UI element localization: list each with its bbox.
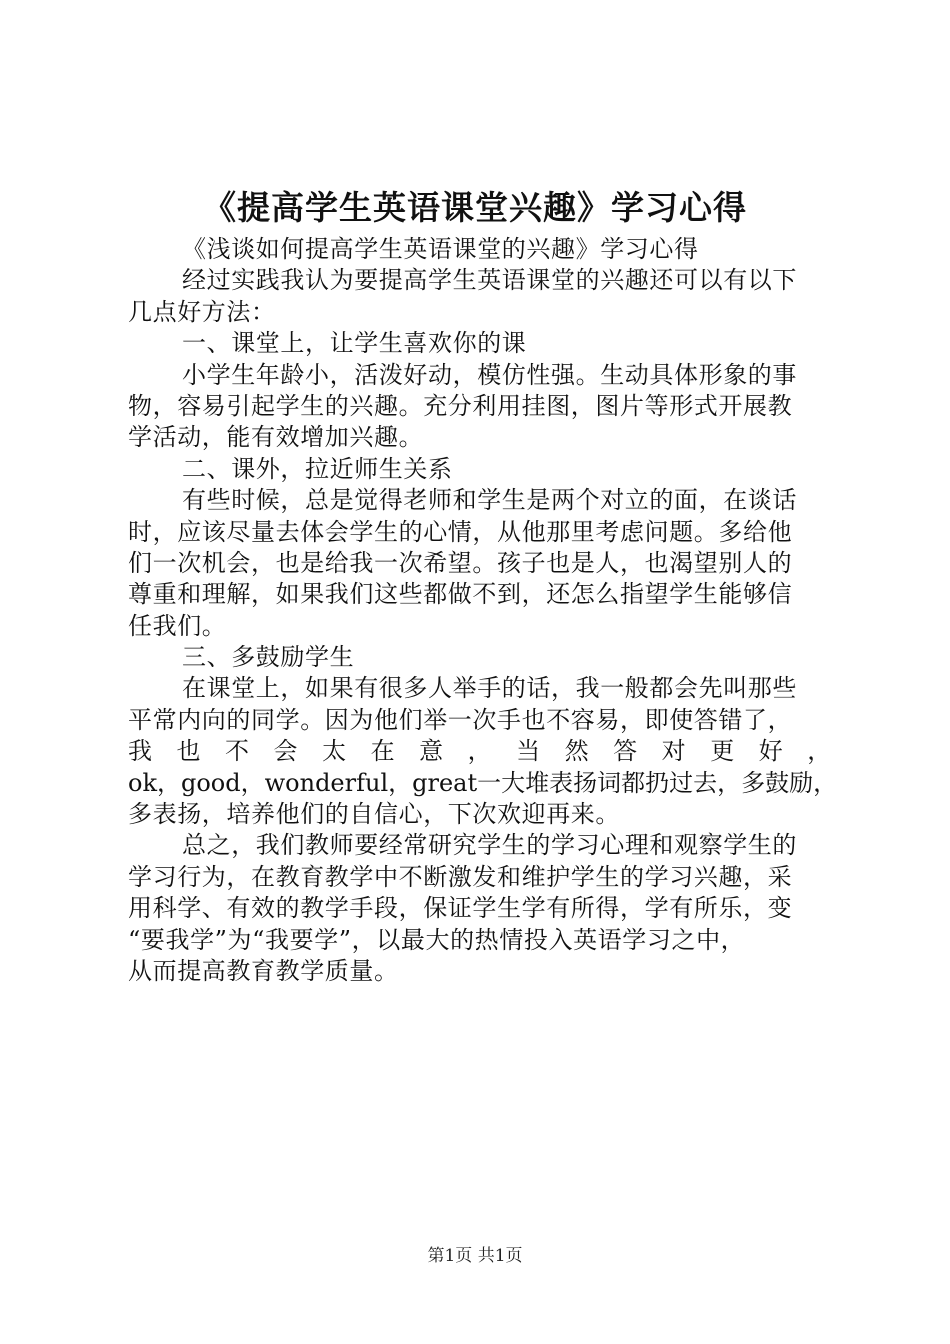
justified-glyph: 然 xyxy=(564,737,590,766)
justified-glyph: 好 xyxy=(758,737,784,766)
paragraph-line: “要我学”为“我要学”，以最大的热情投入英语学习之中， xyxy=(128,925,746,954)
paragraph-line: 多表扬，培养他们的自信心，下次欢迎再来。 xyxy=(128,800,620,829)
justified-glyph: 也 xyxy=(176,737,202,766)
justified-glyph: 我 xyxy=(128,737,153,766)
paragraph-line: 任我们。 xyxy=(128,611,227,640)
paragraph-line: 学习行为，在教育教学中不断激发和维护学生的学习兴趣，采 xyxy=(128,862,793,891)
justified-glyph: ， xyxy=(467,737,493,766)
justified-glyph: 不 xyxy=(225,737,250,766)
paragraph-line: 平常内向的同学。因为他们举一次手也不容易，即使答错了， xyxy=(128,705,793,734)
paragraph-line: 从而提高教育教学质量。 xyxy=(128,956,399,985)
paragraph-line: 尊重和理解，如果我们这些都做不到，还怎么指望学生能够信 xyxy=(128,580,793,609)
subtitle-line: 《浅谈如何提高学生英语课堂的兴趣》学习心得 xyxy=(182,235,699,263)
paragraph-line: 有些时候，总是觉得老师和学生是两个对立的面，在谈话 xyxy=(182,486,797,515)
section-heading: 一、课堂上，让学生喜欢你的课 xyxy=(182,329,527,358)
paragraph-line: 时，应该尽量去体会学生的心情，从他那里考虑问题。多给他 xyxy=(128,517,793,546)
paragraph-line: 在课堂上，如果有很多人举手的话，我一般都会先叫那些 xyxy=(182,674,797,703)
justified-glyph: ， xyxy=(807,737,832,766)
paragraph-line: 几点好方法： xyxy=(128,297,276,326)
document-body xyxy=(128,234,838,987)
justified-glyph: 意 xyxy=(419,737,444,766)
page-footer: 第1页 共1页 xyxy=(427,1246,523,1266)
section-heading: 二、课外，拉近师生关系 xyxy=(182,454,453,483)
justified-glyph: 当 xyxy=(516,737,541,766)
justified-paragraph-line xyxy=(128,736,832,767)
paragraph-line: 经过实践我认为要提高学生英语课堂的兴趣还可以有以下 xyxy=(182,266,797,295)
paragraph-line: 用科学、有效的教学手段，保证学生学有所得，学有所乐，变 xyxy=(128,894,793,923)
justified-glyph: 更 xyxy=(710,737,735,766)
paragraph-line: 物，容易引起学生的兴趣。充分利用挂图，图片等形式开展教 xyxy=(128,391,793,420)
justified-glyph: 太 xyxy=(322,737,347,766)
justified-glyph: 在 xyxy=(370,737,396,766)
section-heading: 三、多鼓励学生 xyxy=(182,643,355,672)
paragraph-line: ok，good，wonderful，great一大堆表扬词都扔过去，多鼓励， xyxy=(128,768,838,797)
paragraph-line: 学活动，能有效增加兴趣。 xyxy=(128,423,424,452)
paragraph-line: 总之，我们教师要经常研究学生的学习心理和观察学生的 xyxy=(182,831,797,860)
justified-glyph: 对 xyxy=(661,737,687,766)
document-title: 《提高学生英语课堂兴趣》学习心得 xyxy=(203,188,747,227)
paragraph-line: 小学生年龄小，活泼好动，模仿性强。生动具体形象的事 xyxy=(182,360,797,389)
paragraph-line: 们一次机会，也是给我一次希望。孩子也是人，也渴望别人的 xyxy=(128,548,793,577)
justified-glyph: 会 xyxy=(273,737,299,766)
justified-glyph: 答 xyxy=(613,737,638,766)
